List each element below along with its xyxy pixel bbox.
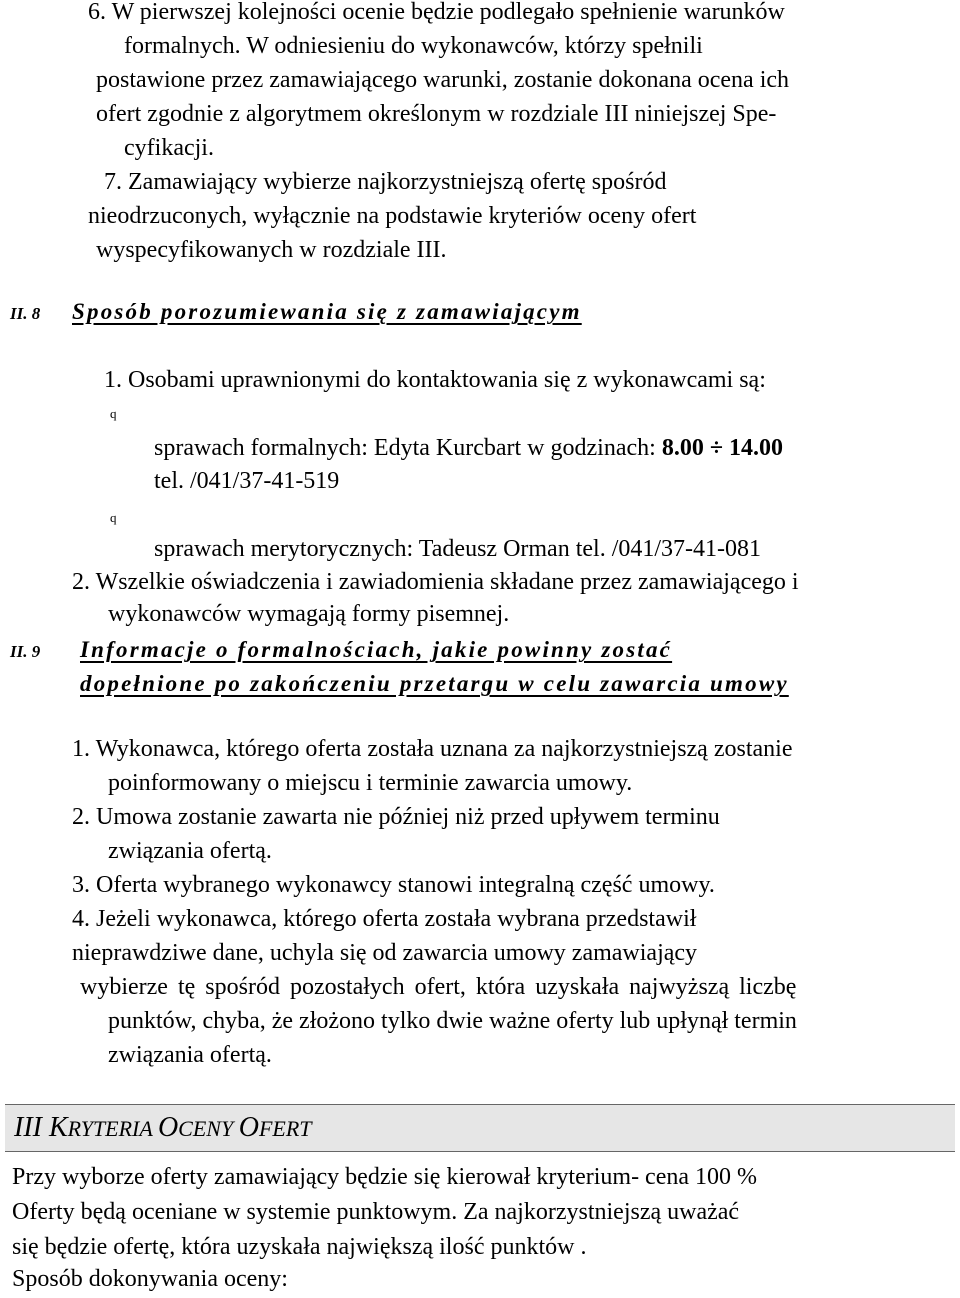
paragraph-line: ofert zgodnie z algorytmem określonym w rozdziale III niniejszej Spe- — [96, 101, 777, 127]
paragraph-line: się będzie ofertę, która uzyskała największą ilość punktów . — [12, 1234, 587, 1260]
paragraph-line: związania ofertą. — [108, 838, 272, 864]
paragraph-line: 2. Umowa zostanie zawarta nie później niż przed upływem terminu — [72, 804, 720, 830]
paragraph-line: wybierze tę spośród pozostałych ofert, która uzyskała najwyższą liczbę — [80, 974, 797, 1000]
paragraph-line: postawione przez zamawiającego warunki, zostanie dokonana ocena ich — [96, 67, 790, 93]
paragraph-line: 4. Jeżeli wykonawca, którego oferta została wybrana przedstawił — [72, 906, 697, 932]
paragraph-line: związania ofertą. — [108, 1042, 272, 1068]
contact-formal — [154, 434, 783, 462]
paragraph-line: 1. Wykonawca, którego oferta została uznana za najkorzystniejszą zostanie — [72, 736, 793, 762]
paragraph-line: poinformowany o miejscu i terminie zawarcia umowy. — [108, 770, 633, 796]
heading-part: III — [14, 1112, 49, 1143]
paragraph-line: wyspecyfikowanych w rozdziale III. — [96, 237, 447, 263]
paragraph-line: 6. W pierwszej kolejności ocenie będzie podlegało spełnienie warunków — [88, 0, 785, 25]
paragraph-line: Oferty będą oceniane w systemie punktowym. Za najkorzystniejszą uważać — [12, 1199, 740, 1225]
section-number: II. 9 — [10, 642, 41, 661]
paragraph-line: 7. Zamawiający wybierze najkorzystniejszą ofertę spośród — [104, 169, 667, 195]
heading-part: O — [238, 1112, 259, 1143]
paragraph-line: Sposób dokonywania oceny: — [12, 1266, 288, 1292]
paragraph-line: 3. Oferta wybranego wykonawcy stanowi integralną część umowy. — [72, 872, 715, 898]
contact-formal-phone: tel. /041/37-41-519 — [154, 468, 340, 494]
section-heading-cont: dopełnione po zakończeniu przetargu w celu zawarcia umowy — [80, 671, 789, 696]
paragraph-line: nieodrzuconych, wyłącznie na podstawie kryteriów oceny ofert — [88, 203, 697, 229]
paragraph-line: punktów, chyba, że złożono tylko dwie ważne oferty lub upłynął termin — [108, 1008, 797, 1034]
section-heading — [14, 1111, 312, 1146]
paragraph-line: cyfikacji. — [124, 135, 214, 161]
heading-part: CENY — [178, 1116, 239, 1141]
bullet-icon: q — [110, 510, 117, 525]
list-item: wykonawców wymagają formy pisemnej. — [108, 601, 510, 627]
list-item: 2. Wszelkie oświadczenia i zawiadomienia składane przez zamawiającego i — [72, 569, 799, 595]
bullet-icon: q — [110, 406, 117, 421]
list-item: 1. Osobami uprawnionymi do kontaktowania się z wykonawcami są: — [104, 367, 766, 393]
section-heading: Sposób porozumiewania się z zamawiającym — [72, 299, 582, 324]
heading-part: FERT — [258, 1116, 312, 1141]
paragraph-line: Przy wyborze oferty zamawiający będzie się kierował kryterium- cena 100 % — [12, 1164, 758, 1190]
paragraph-line: formalnych. W odniesieniu do wykonawców, którzy spełnili — [124, 33, 703, 59]
contact-merit: sprawach merytorycznych: Tadeusz Orman tel. /041/37-41-081 — [154, 536, 762, 562]
contact-formal-hours: 8.00 ÷ 14.00 — [661, 435, 783, 461]
paragraph-line: nieprawdziwe dane, uchyla się od zawarcia umowy zamawiający — [72, 940, 698, 966]
section-number: II. 8 — [10, 304, 41, 323]
contact-formal-text: sprawach formalnych: Edyta Kurcbart w godzinach: — [154, 435, 662, 461]
heading-part: RYTERIA — [67, 1116, 158, 1141]
heading-part: K — [48, 1112, 68, 1143]
heading-part: O — [157, 1112, 179, 1143]
section-heading: Informacje o formalnościach, jakie powinny zostać — [80, 637, 673, 662]
